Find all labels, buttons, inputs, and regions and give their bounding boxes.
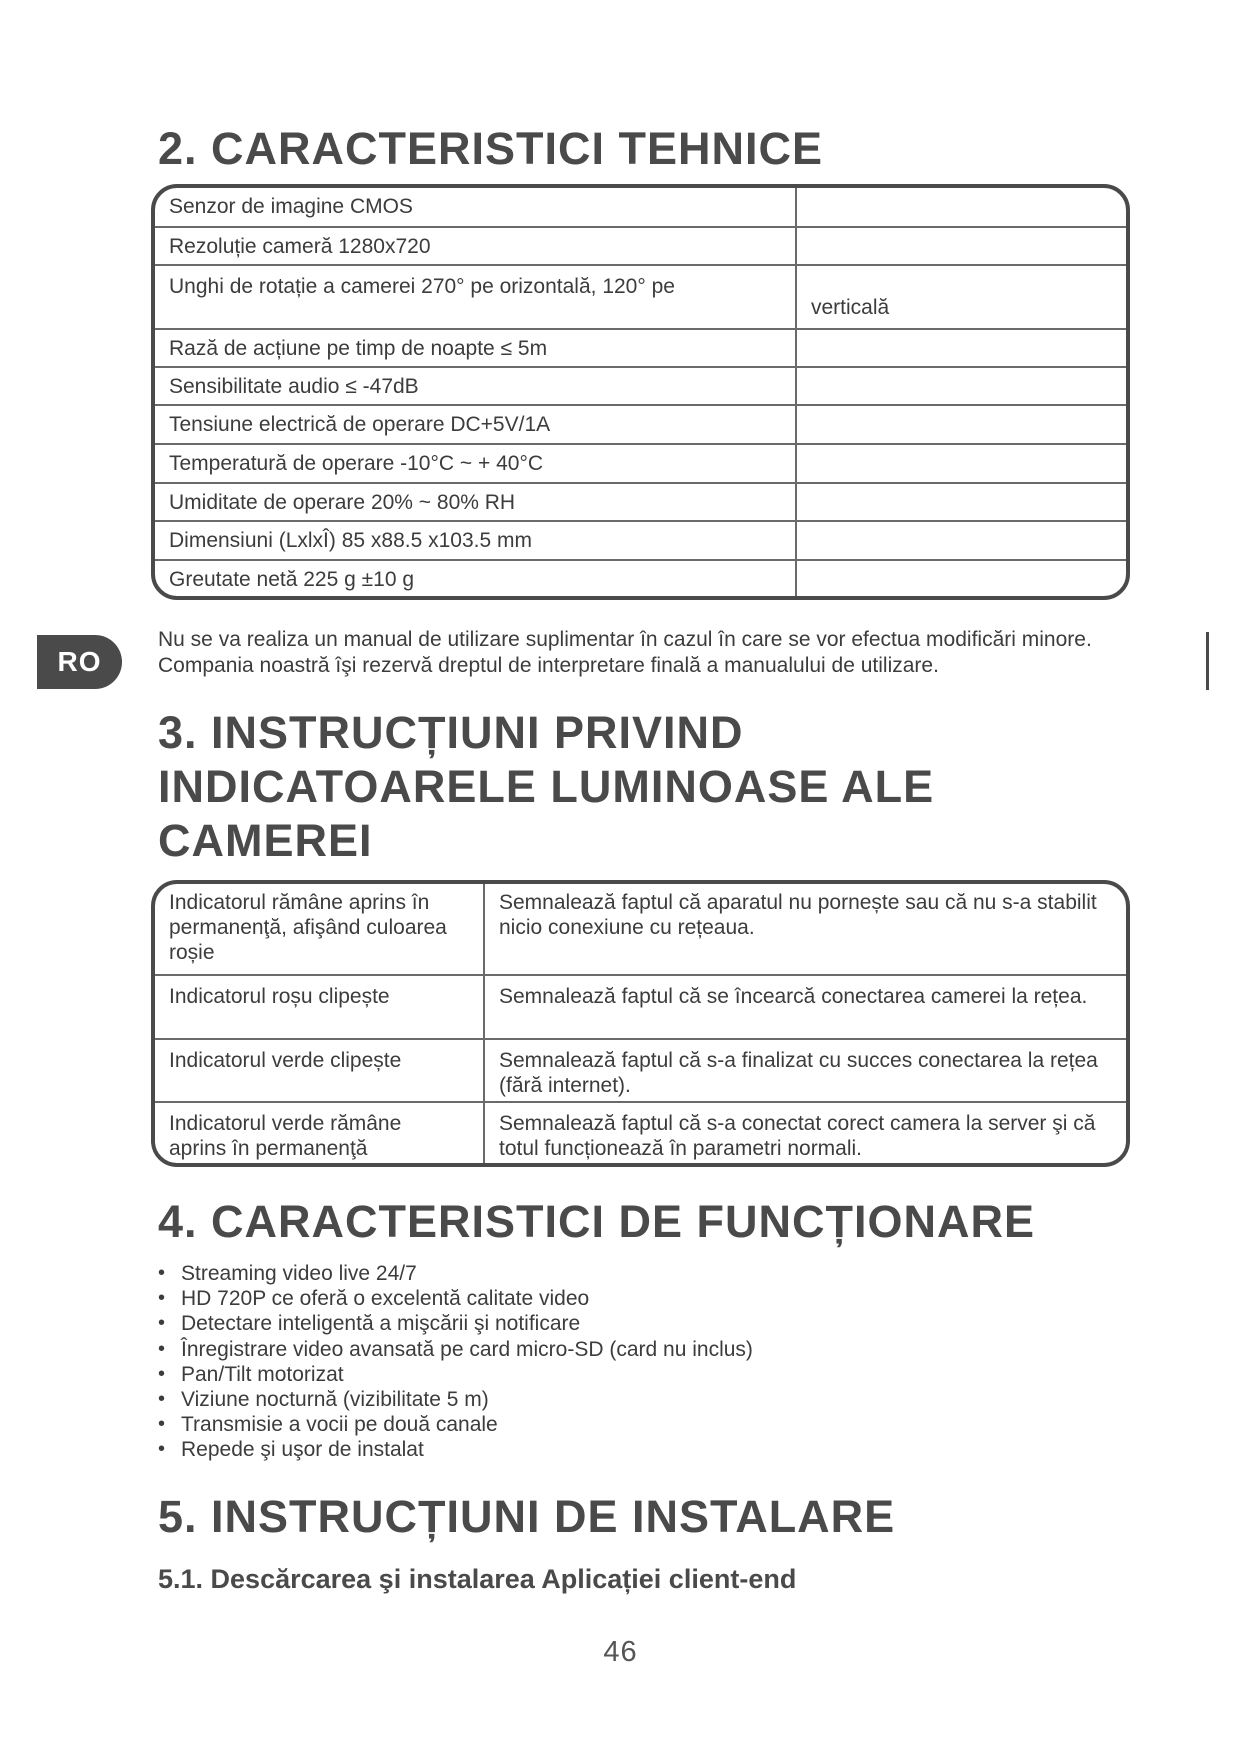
spec-value (797, 188, 1126, 226)
list-item: • Repede şi uşor de instalat (158, 1437, 753, 1462)
indicator-state: Indicatorul rămâne aprins în permanenţă, afişând culoarea roșie (155, 884, 485, 974)
page-edge-marker (1206, 632, 1209, 690)
table-row (155, 520, 1126, 559)
spec-value (797, 445, 1126, 482)
section-2-title: 2. CARACTERISTICI TEHNICE (158, 123, 824, 174)
table-row (155, 366, 1126, 404)
list-item: • Înregistrare video avansată pe card micro-SD (card nu inclus) (158, 1337, 753, 1362)
language-tab: RO (37, 635, 122, 689)
section-5-1-subtitle: 5.1. Descărcarea şi instalarea Aplicației client-end (158, 1564, 797, 1594)
table-row (155, 559, 1126, 596)
spec-value (797, 406, 1126, 443)
table-row (155, 974, 1126, 1038)
list-item: • Pan/Tilt motorizat (158, 1362, 753, 1387)
section-3-title-line-1: 3. INSTRUCȚIUNI PRIVIND (158, 707, 744, 758)
table-row (155, 328, 1126, 366)
spec-label: Senzor de imagine CMOS (155, 188, 797, 226)
spec-label: Tensiune electrică de operare DC+5V/1A (155, 406, 797, 443)
indicator-state: Indicatorul verde clipește (155, 1040, 485, 1101)
table-row (155, 884, 1126, 974)
spec-label: Dimensiuni (LxlxÎ) 85 x88.5 x103.5 mm (155, 522, 797, 559)
spec-value (797, 368, 1126, 404)
spec-label: Sensibilitate audio ≤ -47dB (155, 368, 797, 404)
table-row (155, 188, 1126, 226)
table-row (155, 443, 1126, 482)
table-row (155, 264, 1126, 328)
list-item: • Transmisie a vocii pe două canale (158, 1412, 753, 1437)
list-item: • Detectare inteligentă a mişcării şi notificare (158, 1311, 753, 1336)
spec-value: verticală (811, 296, 890, 319)
spec-value (797, 561, 1126, 596)
disclaimer-note: Nu se va realiza un manual de utilizare suplimentar în cazul în care se vor efectua modificări minore. Compania noastră îşi rezervă dreptul de interpretare finală a manualului de utilizare. (158, 628, 1092, 677)
table-row (155, 226, 1126, 264)
indicator-state: Indicatorul roșu clipește (155, 976, 485, 1038)
list-item: • HD 720P ce oferă o excelentă calitate video (158, 1286, 753, 1311)
spec-value (797, 484, 1126, 520)
indicator-meaning: Semnalează faptul că s-a conectat corect camera la server şi că totul funcționează în parametri normali. (499, 1112, 1096, 1160)
table-row (155, 1101, 1126, 1163)
indicator-meaning: Semnalează faptul că s-a finalizat cu succes conectarea la rețea (fără internet). (499, 1049, 1098, 1097)
spec-value (797, 228, 1126, 264)
spec-value (797, 330, 1126, 366)
spec-label: Unghi de rotație a camerei 270° pe orizontală, 120° pe (155, 266, 797, 328)
table-row (155, 1038, 1126, 1101)
list-item: • Viziune nocturnă (vizibilitate 5 m) (158, 1387, 753, 1412)
page-number: 46 (603, 1636, 638, 1668)
list-item: • Streaming video live 24/7 (158, 1261, 753, 1286)
table-row (155, 404, 1126, 443)
spec-label: Temperatură de operare -10°C ~ + 40°C (155, 445, 797, 482)
section-3-title-line-2: INDICATOARELE LUMINOASE ALE (158, 761, 935, 812)
spec-label: Rază de acțiune pe timp de noapte ≤ 5m (155, 330, 797, 366)
features-list (158, 1261, 753, 1463)
section-4-title: 4. CARACTERISTICI DE FUNCȚIONARE (158, 1196, 1036, 1247)
specifications-table (151, 184, 1130, 600)
indicator-state: Indicatorul verde rămâne aprins în permanenţă (155, 1103, 485, 1163)
spec-label: Umiditate de operare 20% ~ 80% RH (155, 484, 797, 520)
section-3-title-line-3: CAMEREI (158, 815, 373, 866)
indicator-meaning: Semnalează faptul că se încearcă conectarea camerei la rețea. (499, 985, 1088, 1008)
section-5-title: 5. INSTRUCȚIUNI DE INSTALARE (158, 1491, 896, 1542)
table-row (155, 482, 1126, 520)
spec-label: Greutate netă 225 g ±10 g (155, 561, 797, 596)
indicator-lights-table (151, 880, 1130, 1167)
indicator-meaning: Semnalează faptul că aparatul nu pornește sau că nu s-a stabilit nicio conexiune cu rețeaua. (499, 891, 1097, 939)
spec-value (797, 522, 1126, 559)
spec-label: Rezoluție cameră 1280x720 (155, 228, 797, 264)
